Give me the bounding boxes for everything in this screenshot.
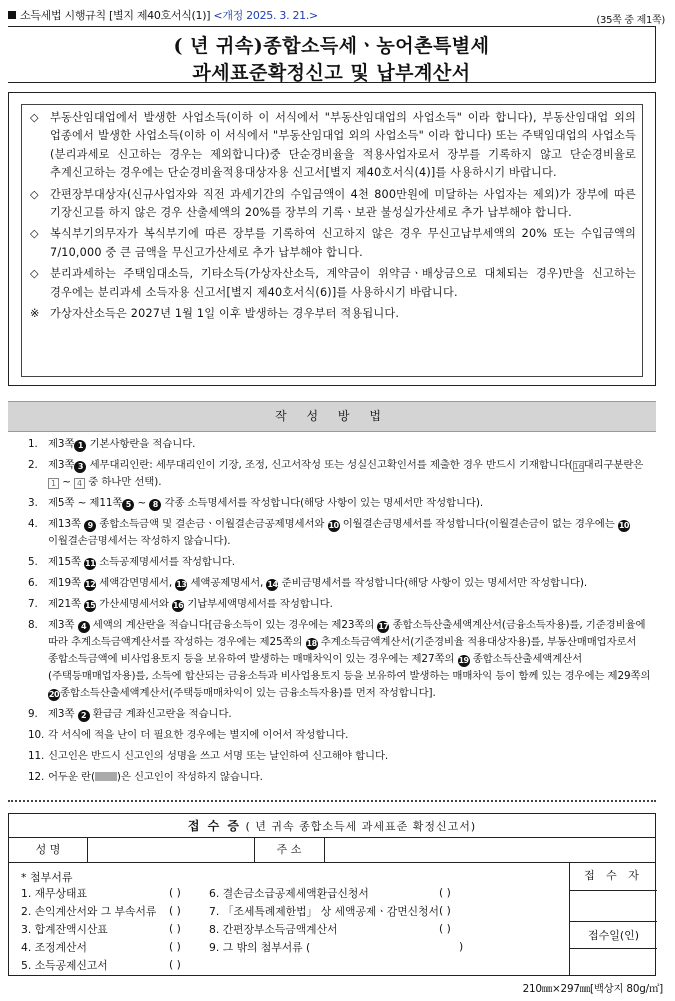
- guide-text: 각 서식에 적을 난이 더 필요한 경우에는 별지에 이어서 작성합니다.: [48, 729, 349, 741]
- notice-item: [28, 305, 636, 323]
- attachment-item: 8. 간편장부소득금액계산서: [209, 923, 338, 936]
- circled-number-icon: 10: [328, 521, 339, 530]
- guide-item: [22, 706, 656, 723]
- guide-item: [22, 457, 656, 491]
- attachment-checkbox[interactable]: ( ): [169, 922, 181, 935]
- receipt-title-bold: 접 수 증: [187, 819, 241, 833]
- notice-text: 분리과세하는 주택임대소득, 기타소득(가상자산소득, 계약금이 위약금ㆍ배상금으로 대체되는 경우)만을 신고하는 경우에는 분리과세 소득자용 신고서[별지 제40호서식(6)]를 사용하시기 바랍니다.: [50, 267, 636, 299]
- guide-text: 이월결손금명세서를 작성합니다(이월결손금이 없는 경우에는: [339, 518, 618, 530]
- circled-number-icon: 14: [267, 580, 278, 589]
- guide-text: 각종 소득명세서를 작성합니다(해당 사항이 있는 명세서만 작성합니다).: [161, 497, 484, 509]
- notice-item: [28, 186, 636, 223]
- notice-text: 부동산임대업에서 발생한 사업소득(이하 이 서식에서 "부동산임대업의 사업소득" 이라 합니다), 부동산임대업 외의 업종에서 발생한 사업소득(이하 이 서식에서 "부동산임대업 외의 사업소득" 이라 합니다) 또는 주택임대업의 사업소득(분리과세로 신고하는 경우는 제외합니다)중 단순경비율을 적용사업자로서 장부를 기록하지 않고 단순경비율로 추계신고하는 경우에는 단순경비율적용대상자용 신고서[별지 제40호서식(4)]를 사용하시기 바랍니다.: [50, 111, 637, 180]
- divider: [254, 838, 255, 862]
- notice-item: [28, 109, 636, 183]
- notice-text: 간편장부대상자(신규사업자와 직전 과세기간의 수입금액이 4천 800만원에 미달하는 사업자는 제외)가 장부에 따른 기장신고를 하지 않은 경우 산출세액의 20%를 장부의 기록ㆍ보관 불성실가산세로 추가 납부해야 합니다.: [50, 187, 636, 220]
- guide-text: 세무대리인란: 세무대리인이 기장, 조정, 신고서작성 또는 성실신고확인서를 제출한 경우 반드시 기재합니다(: [86, 459, 573, 471]
- attachment-item: 6. 결손금소급공제세액환급신청서: [209, 887, 369, 900]
- notice-item: [28, 225, 636, 262]
- guide-text: 제3쪽: [48, 459, 75, 471]
- guide-text: 추계소득금액계산서(기준경비율 적용대상자용)를, 부동산매매업자로서 종합소득금액에 비사업용토지 등을 보유하여 발생하는 매매차익이 있는 경우에는 제27쪽의: [48, 636, 637, 665]
- square-number-icon: 4: [74, 478, 85, 489]
- attachment-checkbox[interactable]: ( ): [169, 886, 181, 899]
- guide-item-number: 2.: [28, 459, 38, 471]
- guide-text: 기납부세액명세서를 작성합니다.: [184, 598, 333, 610]
- guide-text: 제3쪽: [48, 619, 78, 631]
- guide-item: [22, 617, 656, 702]
- form-title-line1: ( 년 귀속)종합소득세ㆍ농어촌특별세: [173, 35, 490, 57]
- guide-text: )은 신고인이 작성하지 않습니다.: [116, 771, 263, 783]
- page-count: (35쪽 중 제1쪽): [596, 15, 665, 26]
- guide-item-number: 11.: [28, 750, 45, 762]
- attachments-area: [9, 863, 655, 976]
- guide-text: 기본사항란을 적습니다.: [86, 438, 196, 450]
- notice-item: [28, 265, 636, 302]
- attachment-checkbox[interactable]: ): [459, 940, 464, 953]
- form-title-box: [8, 26, 656, 83]
- attachment-item: 2. 손익계산서와 그 부속서류: [21, 905, 157, 918]
- guide-item-number: 5.: [28, 556, 38, 568]
- guide-text: 소득공제명세서를 작성합니다.: [96, 556, 235, 568]
- notice-text: 가상자산소득은 2027년 1월 1일 이후 발생하는 경우부터 적용됩니다.: [50, 307, 400, 321]
- diamond-bullet-icon: ◇: [30, 111, 39, 124]
- guide-text: ~: [59, 476, 75, 488]
- guide-text: ~: [134, 497, 150, 509]
- attachment-item: 4. 조정계산서: [21, 941, 87, 954]
- guide-item: [22, 554, 656, 571]
- attachment-checkbox[interactable]: ( ): [439, 922, 451, 935]
- circled-number-icon: 11: [85, 559, 96, 568]
- guide-text: 종합소득산출세액계산서(주택등매매업자용)를, 소득에 합산되는 금융소득과 비사업용토지 등을 보유하여 발생하는 매매차익 등이 함께 있는 경우에는 제29쪽의: [48, 653, 651, 682]
- guide-item-number: 8.: [28, 619, 38, 631]
- notice-text: 복식부기의무자가 복식부기에 따른 장부를 기록하여 신고하지 않은 경우 무신고납부세액의 20% 또는 수입금액의 7/10,000 중 큰 금액을 무신고가산세로 추가 납부해야 합니다.: [50, 227, 636, 259]
- square-bullet-icon: [8, 11, 16, 19]
- guide-text: 종합소득금액 및 결손금ㆍ이월결손금공제명세서와: [96, 518, 328, 530]
- square-number-icon: 1: [48, 478, 59, 489]
- attachment-checkbox[interactable]: ( ): [169, 904, 181, 917]
- guide-text: 환급금 계좌신고란을 적습니다.: [89, 708, 232, 720]
- circled-number-icon: 5: [122, 499, 134, 511]
- guide-text: 대리구분란은: [583, 459, 644, 471]
- circled-number-icon: 13: [176, 580, 187, 589]
- guide-item-number: 4.: [28, 518, 38, 530]
- circled-number-icon: 12: [85, 580, 96, 589]
- guide-item-number: 7.: [28, 598, 38, 610]
- guide-text: 제21쪽: [48, 598, 85, 610]
- guide-text: 종합소득산출세액계산서(금융소득자용)를, 기준경비율에 따라 추계소득금액계산서를 작성하는 경우에는 제25쪽의: [48, 619, 646, 648]
- circled-number-icon: 19: [458, 656, 469, 665]
- guide-text: 제19쪽: [48, 577, 85, 589]
- attachment-item: 7. 「조세특례제한법」 상 세액공제ㆍ감면신청서: [209, 905, 439, 918]
- guide-text: 준비금명세서를 작성합니다(해당 사항이 있는 명세서만 작성합니다).: [278, 577, 588, 589]
- circled-number-icon: 2: [78, 710, 90, 722]
- circled-number-icon: 17: [378, 622, 389, 631]
- circled-number-icon: 20: [48, 690, 60, 699]
- circled-number-icon: 4: [78, 621, 90, 633]
- notice-box: [21, 104, 643, 377]
- guide-text: 제13쪽: [48, 518, 85, 530]
- guide-item: [22, 596, 656, 613]
- guide-item-number: 12.: [28, 771, 45, 783]
- cut-line: [8, 800, 656, 802]
- circled-number-icon: 3: [74, 461, 86, 473]
- attachment-checkbox[interactable]: ( ): [439, 886, 451, 899]
- guide-item-number: 6.: [28, 577, 38, 589]
- guide-text: 종합소득산출세액계산서(주택등매매차익이 있는 금융소득자용)를 먼저 작성합니다].: [60, 687, 436, 699]
- guide-item: [22, 727, 656, 744]
- guide-text: 세액의 계산란을 적습니다[금융소득이 있는 경우에는 제23쪽의: [89, 619, 378, 631]
- attachment-checkbox[interactable]: ( ): [169, 940, 181, 953]
- guide-item-number: 10.: [28, 729, 45, 741]
- revision-date: <개정 2025. 3. 21.>: [213, 9, 318, 22]
- guide-text: 이월결손금명세서는 작성하지 않습니다).: [48, 535, 231, 547]
- guide-item-number: 1.: [28, 438, 38, 450]
- paper-spec: 210㎜×297㎜[백상지 80g/㎡]: [522, 983, 663, 995]
- circled-number-icon: 15: [85, 601, 96, 610]
- receipt-form: [8, 813, 656, 976]
- divider: [87, 838, 88, 862]
- receipt-date-label: 접수일(인): [570, 921, 657, 949]
- attachment-checkbox[interactable]: ( ): [439, 904, 451, 917]
- guide-text: 세액감면명세서,: [96, 577, 176, 589]
- circled-number-icon: 1: [74, 440, 86, 452]
- circled-number-icon: 8: [149, 499, 161, 511]
- notice-section: [8, 92, 656, 386]
- guide-list: [22, 436, 656, 790]
- shaded-box-icon: [95, 772, 117, 781]
- law-ref-text: 소득세법 시행규칙 [별지 제40호서식(1)]: [20, 9, 211, 22]
- attachments-heading: * 첨부서류: [21, 871, 73, 884]
- name-label: 성 명: [9, 838, 87, 862]
- guide-item: [22, 436, 656, 453]
- diamond-bullet-icon: ※: [30, 307, 40, 321]
- square-number-icon: 16: [573, 462, 584, 471]
- circled-number-icon: 16: [173, 601, 184, 610]
- guide-item: [22, 516, 656, 550]
- address-label: 주 소: [254, 838, 324, 862]
- form-title-line2: 과세표준확정신고 및 납부계산서: [192, 62, 471, 84]
- circled-number-icon: 18: [306, 639, 317, 648]
- attachment-item: 9. 그 밖의 첨부서류 (: [209, 941, 311, 954]
- receipt-title-rest: ( 년 귀속 종합소득세 과세표준 확정신고서): [245, 820, 477, 833]
- guide-item-number: 3.: [28, 497, 38, 509]
- attachment-item: 1. 재무상태표: [21, 887, 87, 900]
- receipt-title: [9, 814, 655, 838]
- guide-heading: 작 성 방 법: [8, 401, 656, 432]
- guide-text: 신고인은 반드시 신고인의 성명을 쓰고 서명 또는 날인하여 신고해야 합니다.: [48, 750, 389, 762]
- guide-item: [22, 495, 656, 512]
- guide-text: 어두운 란(: [48, 771, 95, 783]
- attachment-checkbox[interactable]: ( ): [169, 958, 181, 971]
- attachment-item: 5. 소득공제신고서: [21, 959, 108, 972]
- guide-text: 제15쪽: [48, 556, 85, 568]
- guide-text: 제3쪽: [48, 438, 75, 450]
- guide-text: 중 하나만 선택).: [85, 476, 162, 488]
- guide-text: 제5쪽 ~ 제11쪽: [48, 497, 123, 509]
- diamond-bullet-icon: ◇: [30, 267, 39, 281]
- divider: [324, 838, 325, 862]
- diamond-bullet-icon: ◇: [30, 187, 39, 201]
- guide-text: 세액공제명세서,: [187, 577, 267, 589]
- guide-item: [22, 769, 656, 786]
- diamond-bullet-icon: ◇: [30, 227, 39, 241]
- name-address-row: [9, 838, 655, 863]
- law-reference: [8, 7, 318, 23]
- circled-number-icon: 10: [618, 521, 629, 530]
- guide-text: 가산세명세서와: [96, 598, 173, 610]
- circled-number-icon: 9: [84, 520, 96, 532]
- receiver-label: 접 수 자: [570, 863, 657, 891]
- guide-item: [22, 748, 656, 765]
- guide-text: 제3쪽: [48, 708, 78, 720]
- guide-item-number: 9.: [28, 708, 38, 720]
- attachment-item: 3. 합계잔액시산표: [21, 923, 108, 936]
- guide-item: [22, 575, 656, 592]
